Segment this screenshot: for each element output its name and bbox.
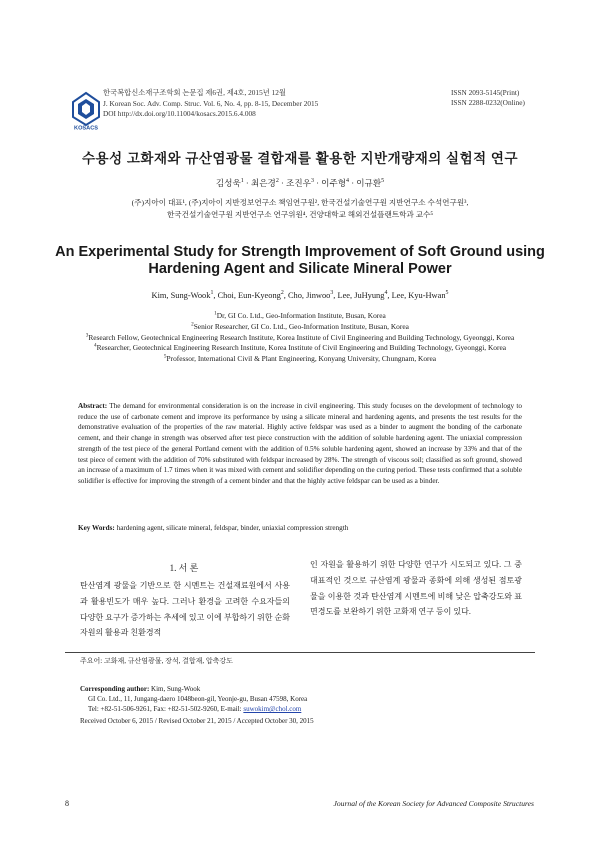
affil-sup: 1 [214,310,217,317]
author-separator: · [349,178,357,188]
section-heading: 1. 서 론 [169,563,199,573]
english-title-line: An Experimental Study for Strength Improvement of Soft Ground using [55,244,545,260]
english-title [40,244,560,278]
english-affiliation [60,333,540,344]
author-sup: 5 [381,178,385,185]
affil-sup: 3 [85,332,89,339]
issn-block [451,88,525,107]
affil-sup: 2 [191,321,194,328]
corr-name: Kim, Sung-Wook [151,685,201,693]
corr-address: GI Co. Ltd., 11, Jungang-daero 1048beon-gil, Yeonje-gu, Busan 47598, Korea [88,695,308,703]
affil-sup: 4 [93,342,97,349]
english-affiliations [60,311,540,365]
affil-sup: 5 [163,353,167,360]
author-sup: 4 [384,290,388,297]
english-affiliation [60,343,540,354]
author-sup: 2 [275,178,279,185]
author-sup: 2 [280,290,284,297]
abstract-text: The demand for environmental consideration is on the increase in civil engineering. This study focuses on the development of technology to reduce the use of carbonate cement and improve its performance by using a silicate mineral and hardening agents, and presents the test results for the demonstrative evaluation of the properties of the raw material. Highly active feldspar was used as a binder to augment the bonding of the carbonate cement, and their change in strength was observed after test piece construction with the addition of soluble hardening agent. The uniaxial compression strength of the test piece of the general Portland cement with the addition of 0.5% soluble hardening agent, showed an increase by 33% and that of the test piece of cement with the addition of 70% substituted with feldspar increased by 28%. The strength of viscous soil; classified as soft ground, showed an increase of a maximum of 1.7 times when it was mixed with cement and solidifier depending on the curing period. These tests confirmed that a soluble solidifier is effective for improving the strength of a cement binder and that the highly active feldspar can be used as a binder. [78,402,522,485]
author-sup: 1 [210,290,214,297]
korean-author: 최은경 [250,178,276,188]
author-separator: , [333,291,338,300]
english-author: Cho, Jinwoo [287,291,331,300]
author-separator: , [213,291,218,300]
author-sup: 1 [240,178,244,185]
author-separator: , [387,291,392,300]
header-line-korean: 한국복합신소재구조학회 논문집 제6권, 제4호, 2015년 12월 [103,88,286,97]
keywords-label: Key Words: [78,524,115,532]
issn-online: ISSN 2288-0232(Online) [451,97,525,107]
english-authors [0,291,600,300]
logo-emblem-icon [73,93,99,125]
english-affiliation [60,311,540,322]
corr-email-link[interactable]: suwokim@chol.com [243,705,302,713]
korean-affil-line: (주)지아이 대표¹, (주)지아이 지반정보연구소 책임연구원², 한국건설기술연구원 지반연구소 수석연구원³, [131,198,469,207]
korean-keywords: 주요어: 고화재, 규산염광물, 장석, 결합재, 압축강도 [80,657,233,665]
korean-author: 조진우 [286,178,311,188]
body-column-right: 인 자원을 활용하기 위한 다양한 연구가 시도되고 있다. 그 중 대표적인 것으로 규산염계 광물과 종화에 의해 생성된 점토광물을 이용한 것과 탄산염계 시멘트에 비해 낮은 압축강도와 표면경도를 보완하기 위한 고화재 연구 등이 있다. [310,560,522,617]
english-affiliation [60,322,540,333]
keywords [78,524,522,532]
author-separator: · [313,178,322,188]
abstract-label: Abstract: [78,402,108,410]
english-title-line: Hardening Agent and Silicate Mineral Power [148,261,452,277]
author-separator: , [283,291,288,300]
english-author: Lee, JuHyung [337,291,385,300]
author-sup: 4 [346,178,350,185]
kosacs-logo [66,90,106,130]
corr-label: Corresponding author: [80,685,150,693]
affil-text: Senior Researcher, GI Co. Ltd., Geo-Information Institute, Busan, Korea [193,321,409,331]
issn-print: ISSN 2093-5145(Print) [451,88,520,97]
header-line-citation: J. Korean Soc. Adv. Comp. Struc. Vol. 6, No. 4, pp. 8-15, December 2015 [103,98,319,108]
author-sup: 3 [330,290,334,297]
korean-author: 이주형 [321,178,347,188]
journal-header [103,88,318,120]
journal-footer: Journal of the Korean Society for Advanced Composite Structures [333,799,534,808]
author-sup: 3 [310,178,314,185]
received-dates: Received October 6, 2015 / Revised October 21, 2015 / Accepted October 30, 2015 [80,717,314,725]
korean-affil-line: 한국건설기술연구원 지반연구소 연구위원⁴, 건양대학교 해외건설플랜트학과 교수⁵ [166,210,434,219]
footnote-divider [65,652,535,653]
abstract [78,401,522,487]
korean-title: 수용성 고화재와 규산염광물 결합재를 활용한 지반개량재의 실험적 연구 [82,151,518,166]
author-sup: 5 [445,290,449,297]
affil-text: Researcher, Geotechnical Engineering Research Institute, Korea Institute of Civil Engineering and Building Technology, Gyeonggi, Korea [96,343,507,353]
header-line-doi[interactable]: DOI http://dx.doi.org/10.11004/kosacs.2015.6.4.008 [103,109,256,118]
english-affiliation [60,354,540,365]
keywords-text: hardening agent, silicate mineral, feldspar, binder, uniaxial compression strength [116,524,349,532]
affil-text: Dr, GI Co. Ltd., Geo-Information Institute, Busan, Korea [216,311,386,320]
affil-text: Research Fellow, Geotechnical Engineering Research Institute, Korea Institute of Civil Engineering and Building Technology, Gyeonggi, Korea [88,332,515,342]
body-column-left: 탄산염계 광물을 기반으로 한 시멘트는 건설재료원에서 사용과 활용빈도가 매우 높다. 그러나 환경을 고려한 수요자들의 다양한 요구가 증가하는 추세에 있고 이에 부합하기 위한 순화자원의 활용과 친환경적 [80,581,290,638]
korean-authors [0,177,600,189]
logo-text: KOSACS [74,125,98,130]
english-author: Choi, Eun-Kyeong [217,291,281,300]
english-author: Kim, Sung-Wook [151,291,211,300]
author-separator: · [243,178,251,188]
page-number: 8 [65,799,69,808]
english-author: Lee, Kyu-Hwan [391,291,446,300]
korean-author: 이규환 [356,178,382,188]
corresponding-author [80,684,307,714]
author-separator: · [278,178,287,188]
corr-contact: Tel: +82-51-506-9261, Fax: +82-51-502-9260, E-mail: [88,705,242,713]
korean-author: 김성욱 [215,178,241,188]
korean-affiliations [90,197,510,221]
affil-text: Professor, International Civil & Plant Engineering, Konyang University, Chungnam, Korea [166,354,437,364]
